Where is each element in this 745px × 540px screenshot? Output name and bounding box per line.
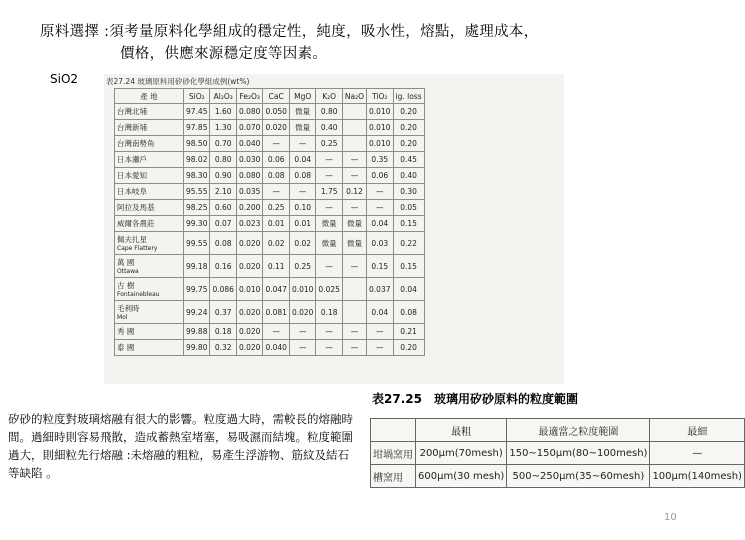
- table-cell: 100μm(140mesh): [650, 465, 745, 488]
- table1-header-cell: Al₂O₃: [210, 89, 236, 104]
- table-cell: 0.07: [210, 216, 236, 232]
- table-cell: 0.080: [236, 168, 262, 184]
- table-cell: —: [289, 136, 315, 152]
- table-cell: —: [342, 255, 366, 278]
- table-cell: 0.050: [263, 104, 289, 120]
- table-cell: 0.037: [367, 278, 393, 301]
- table-cell: —: [316, 340, 342, 356]
- table-cell: 200μm(70mesh): [416, 442, 507, 465]
- table-cell: 0.086: [210, 278, 236, 301]
- table1-header-cell: 產 地: [115, 89, 184, 104]
- table-cell: —: [289, 324, 315, 340]
- table-cell: 150~150μm(80~100mesh): [507, 442, 650, 465]
- table2-title: 表27.25 玻璃用矽砂原料的粒度範圍: [372, 392, 578, 406]
- table-cell: 0.020: [263, 120, 289, 136]
- table-cell: 0.22: [393, 232, 424, 255]
- table-cell: 微量: [316, 216, 342, 232]
- table-cell: —: [367, 324, 393, 340]
- table-cell: 0.080: [236, 104, 262, 120]
- location-cell: [115, 168, 184, 184]
- location-subname: Fontainebleau: [117, 291, 160, 298]
- location-cell: [115, 255, 184, 278]
- table-row: [115, 232, 425, 255]
- location-name: 泰 國: [117, 343, 135, 352]
- table1-header-cell: ig. loss: [393, 89, 424, 104]
- table-row: [115, 278, 425, 301]
- table-cell: 0.30: [393, 184, 424, 200]
- table-row: [115, 200, 425, 216]
- silica-composition-table: [114, 88, 425, 356]
- table-cell: —: [316, 168, 342, 184]
- table-cell: 0.70: [210, 136, 236, 152]
- table-cell: 0.020: [236, 324, 262, 340]
- table-cell: 0.15: [393, 255, 424, 278]
- table-cell: —: [367, 200, 393, 216]
- location-name: 台灣南勢角: [117, 139, 155, 148]
- table-cell: 0.10: [289, 200, 315, 216]
- table-cell: 0.040: [236, 136, 262, 152]
- location-cell: [115, 120, 184, 136]
- location-name: 阿拉及馬基: [117, 203, 155, 212]
- table1-header-cell: K₂O: [316, 89, 342, 104]
- table-row: [115, 255, 425, 278]
- table-cell: —: [289, 340, 315, 356]
- table-cell: —: [263, 324, 289, 340]
- table-cell: [342, 136, 366, 152]
- table-cell: 0.21: [393, 324, 424, 340]
- table1-header-cell: SiO₂: [184, 89, 210, 104]
- table-cell: 1.30: [210, 120, 236, 136]
- table-cell: 0.010: [367, 104, 393, 120]
- table1-header-row: [115, 89, 425, 104]
- table-cell: 0.04: [367, 216, 393, 232]
- table-row: [115, 301, 425, 324]
- table-row: [115, 216, 425, 232]
- grain-size-paragraph: 矽砂的粒度對玻璃熔融有很大的影響。粒度過大時，需較長的熔融時間。過細時則容易飛散，造成蓄熱室堵塞，易吸濕而結塊。粒度範圍過大，則細粒先行熔融 :未熔融的粗粒，易產生浮游物、筋紋及結石等缺陷 。: [8, 412, 353, 480]
- table-cell: 0.18: [316, 301, 342, 324]
- table-cell: 0.047: [263, 278, 289, 301]
- heading-line-1: 原料選擇 :須考量原料化學組成的穩定性，純度，吸水性，熔點，處理成本，: [40, 24, 539, 40]
- table-cell: 0.020: [236, 232, 262, 255]
- table-cell: 0.08: [289, 168, 315, 184]
- table-cell: 0.023: [236, 216, 262, 232]
- table-cell: —: [316, 324, 342, 340]
- table-cell: 0.08: [263, 168, 289, 184]
- table-cell: 99.88: [184, 324, 210, 340]
- table-cell: 0.60: [210, 200, 236, 216]
- table-cell: 0.20: [393, 104, 424, 120]
- table-cell: —: [342, 168, 366, 184]
- table-cell: 0.030: [236, 152, 262, 168]
- table-cell: 95.55: [184, 184, 210, 200]
- table-cell: —: [342, 152, 366, 168]
- table-cell: 0.070: [236, 120, 262, 136]
- location-name: 秀 國: [117, 327, 135, 336]
- kiln-type-cell: 坩堝窯用: [371, 442, 416, 465]
- table-cell: —: [650, 442, 745, 465]
- location-name: 日本岐阜: [117, 187, 147, 196]
- table2-header-cell: 最細: [650, 419, 745, 442]
- table-cell: 99.75: [184, 278, 210, 301]
- table-cell: 0.025: [316, 278, 342, 301]
- table-cell: 0.20: [393, 340, 424, 356]
- table-cell: 98.30: [184, 168, 210, 184]
- location-subname: Mol: [117, 314, 128, 321]
- grain-size-table: [370, 418, 745, 488]
- table-cell: 0.80: [316, 104, 342, 120]
- table-cell: 微量: [316, 232, 342, 255]
- table-cell: 0.04: [367, 301, 393, 324]
- table1-header-cell: Na₂O: [342, 89, 366, 104]
- table-cell: 0.081: [263, 301, 289, 324]
- table-cell: 98.50: [184, 136, 210, 152]
- table-cell: 99.24: [184, 301, 210, 324]
- table-row: [115, 340, 425, 356]
- table-row: [371, 465, 745, 488]
- table-cell: 微量: [289, 104, 315, 120]
- table-cell: [342, 278, 366, 301]
- table-cell: 99.55: [184, 232, 210, 255]
- table-cell: 0.01: [289, 216, 315, 232]
- table-cell: 0.40: [316, 120, 342, 136]
- location-cell: [115, 232, 184, 255]
- table-cell: 99.80: [184, 340, 210, 356]
- table-cell: 0.05: [393, 200, 424, 216]
- location-name: 萬 國: [117, 258, 135, 267]
- table-cell: 0.15: [393, 216, 424, 232]
- location-name: 威爾各農莊: [117, 219, 155, 228]
- table-cell: 0.25: [289, 255, 315, 278]
- table2-header-cell: [371, 419, 416, 442]
- table-row: [115, 168, 425, 184]
- location-name: 日本瀬戶: [117, 155, 147, 164]
- table-cell: 0.11: [263, 255, 289, 278]
- table-cell: 0.035: [236, 184, 262, 200]
- location-cell: [115, 200, 184, 216]
- table-cell: 0.010: [367, 136, 393, 152]
- table-cell: 0.06: [367, 168, 393, 184]
- table-cell: 0.08: [393, 301, 424, 324]
- table2-header-cell: 最粗: [416, 419, 507, 442]
- table-cell: 99.18: [184, 255, 210, 278]
- table-cell: 1.60: [210, 104, 236, 120]
- table-cell: 0.020: [236, 301, 262, 324]
- table-cell: 0.010: [289, 278, 315, 301]
- location-subname: Cape Flattery: [117, 245, 158, 252]
- table-cell: 0.03: [367, 232, 393, 255]
- page-number: 10: [664, 512, 677, 523]
- location-cell: [115, 136, 184, 152]
- table-cell: 0.010: [236, 278, 262, 301]
- table1-header-cell: TiO₂: [367, 89, 393, 104]
- section-label: SiO2: [50, 72, 79, 86]
- table-cell: 0.040: [263, 340, 289, 356]
- table-cell: 0.20: [393, 120, 424, 136]
- table-row: [115, 324, 425, 340]
- table-cell: 0.08: [210, 232, 236, 255]
- table-cell: —: [342, 200, 366, 216]
- location-name: 毛利時: [117, 304, 140, 313]
- table-cell: 0.32: [210, 340, 236, 356]
- table-cell: 0.15: [367, 255, 393, 278]
- table-cell: [342, 301, 366, 324]
- table-cell: 微量: [342, 232, 366, 255]
- location-cell: [115, 104, 184, 120]
- table-cell: —: [289, 184, 315, 200]
- table-cell: —: [316, 152, 342, 168]
- location-name: 佩夫扎星: [117, 235, 147, 244]
- table-cell: 97.85: [184, 120, 210, 136]
- table-cell: 微量: [342, 216, 366, 232]
- table-cell: 0.45: [393, 152, 424, 168]
- table-cell: —: [263, 184, 289, 200]
- table-cell: —: [263, 136, 289, 152]
- table-cell: 0.04: [289, 152, 315, 168]
- table-cell: 0.020: [289, 301, 315, 324]
- table-cell: 0.200: [236, 200, 262, 216]
- table-cell: 0.37: [210, 301, 236, 324]
- table1-header-cell: MgO: [289, 89, 315, 104]
- table1-header-cell: CaC: [263, 89, 289, 104]
- table-cell: —: [316, 200, 342, 216]
- table-cell: 0.20: [393, 136, 424, 152]
- table-cell: 0.06: [263, 152, 289, 168]
- table-cell: 微量: [289, 120, 315, 136]
- table-cell: 0.010: [367, 120, 393, 136]
- table-cell: 0.25: [263, 200, 289, 216]
- table-row: [371, 442, 745, 465]
- table-cell: 0.90: [210, 168, 236, 184]
- table-row: [115, 120, 425, 136]
- location-cell: [115, 216, 184, 232]
- table-cell: 0.04: [393, 278, 424, 301]
- table-cell: 600μm(30 mesh): [416, 465, 507, 488]
- kiln-type-cell: 槽窯用: [371, 465, 416, 488]
- table-cell: 1.75: [316, 184, 342, 200]
- silica-composition-table-image: [104, 74, 564, 384]
- table1-caption: 表27.24 玻璃原料用矽砂化學組成例(wt%): [106, 77, 250, 86]
- location-name: 日本愛知: [117, 171, 147, 180]
- table2-header-cell: 最適當之粒度範圍: [507, 419, 650, 442]
- table-cell: 98.02: [184, 152, 210, 168]
- location-name: 古 樹: [117, 281, 135, 290]
- table-cell: 0.020: [236, 340, 262, 356]
- location-subname: Ottawa: [117, 268, 139, 275]
- table-row: [115, 136, 425, 152]
- table-cell: 0.01: [263, 216, 289, 232]
- table-cell: 0.40: [393, 168, 424, 184]
- table-cell: [342, 104, 366, 120]
- table-cell: —: [342, 324, 366, 340]
- table-cell: 0.25: [316, 136, 342, 152]
- table-cell: —: [367, 340, 393, 356]
- table-cell: [342, 120, 366, 136]
- table-cell: 2.10: [210, 184, 236, 200]
- table-cell: 0.16: [210, 255, 236, 278]
- location-cell: [115, 340, 184, 356]
- table-row: [115, 152, 425, 168]
- table-cell: —: [316, 255, 342, 278]
- table-cell: 97.45: [184, 104, 210, 120]
- table-row: [115, 184, 425, 200]
- table-cell: 0.02: [263, 232, 289, 255]
- location-cell: [115, 152, 184, 168]
- location-cell: [115, 184, 184, 200]
- location-cell: [115, 301, 184, 324]
- table-cell: 99.30: [184, 216, 210, 232]
- table-cell: 0.12: [342, 184, 366, 200]
- location-name: 台灣新埔: [117, 123, 147, 132]
- table-cell: 0.020: [236, 255, 262, 278]
- heading-line-2: 價格，供應來源穩定度等因素。: [120, 46, 328, 62]
- table-cell: 98.25: [184, 200, 210, 216]
- table-row: [115, 104, 425, 120]
- table-cell: 0.35: [367, 152, 393, 168]
- table-cell: —: [367, 184, 393, 200]
- table-cell: 0.02: [289, 232, 315, 255]
- table-cell: 0.18: [210, 324, 236, 340]
- location-cell: [115, 324, 184, 340]
- table-cell: 0.80: [210, 152, 236, 168]
- location-name: 台灣北埔: [117, 107, 147, 116]
- table2-header-row: [371, 419, 745, 442]
- table-cell: 500~250μm(35~60mesh): [507, 465, 650, 488]
- location-cell: [115, 278, 184, 301]
- table-cell: —: [342, 340, 366, 356]
- table1-header-cell: Fe₂O₃: [236, 89, 262, 104]
